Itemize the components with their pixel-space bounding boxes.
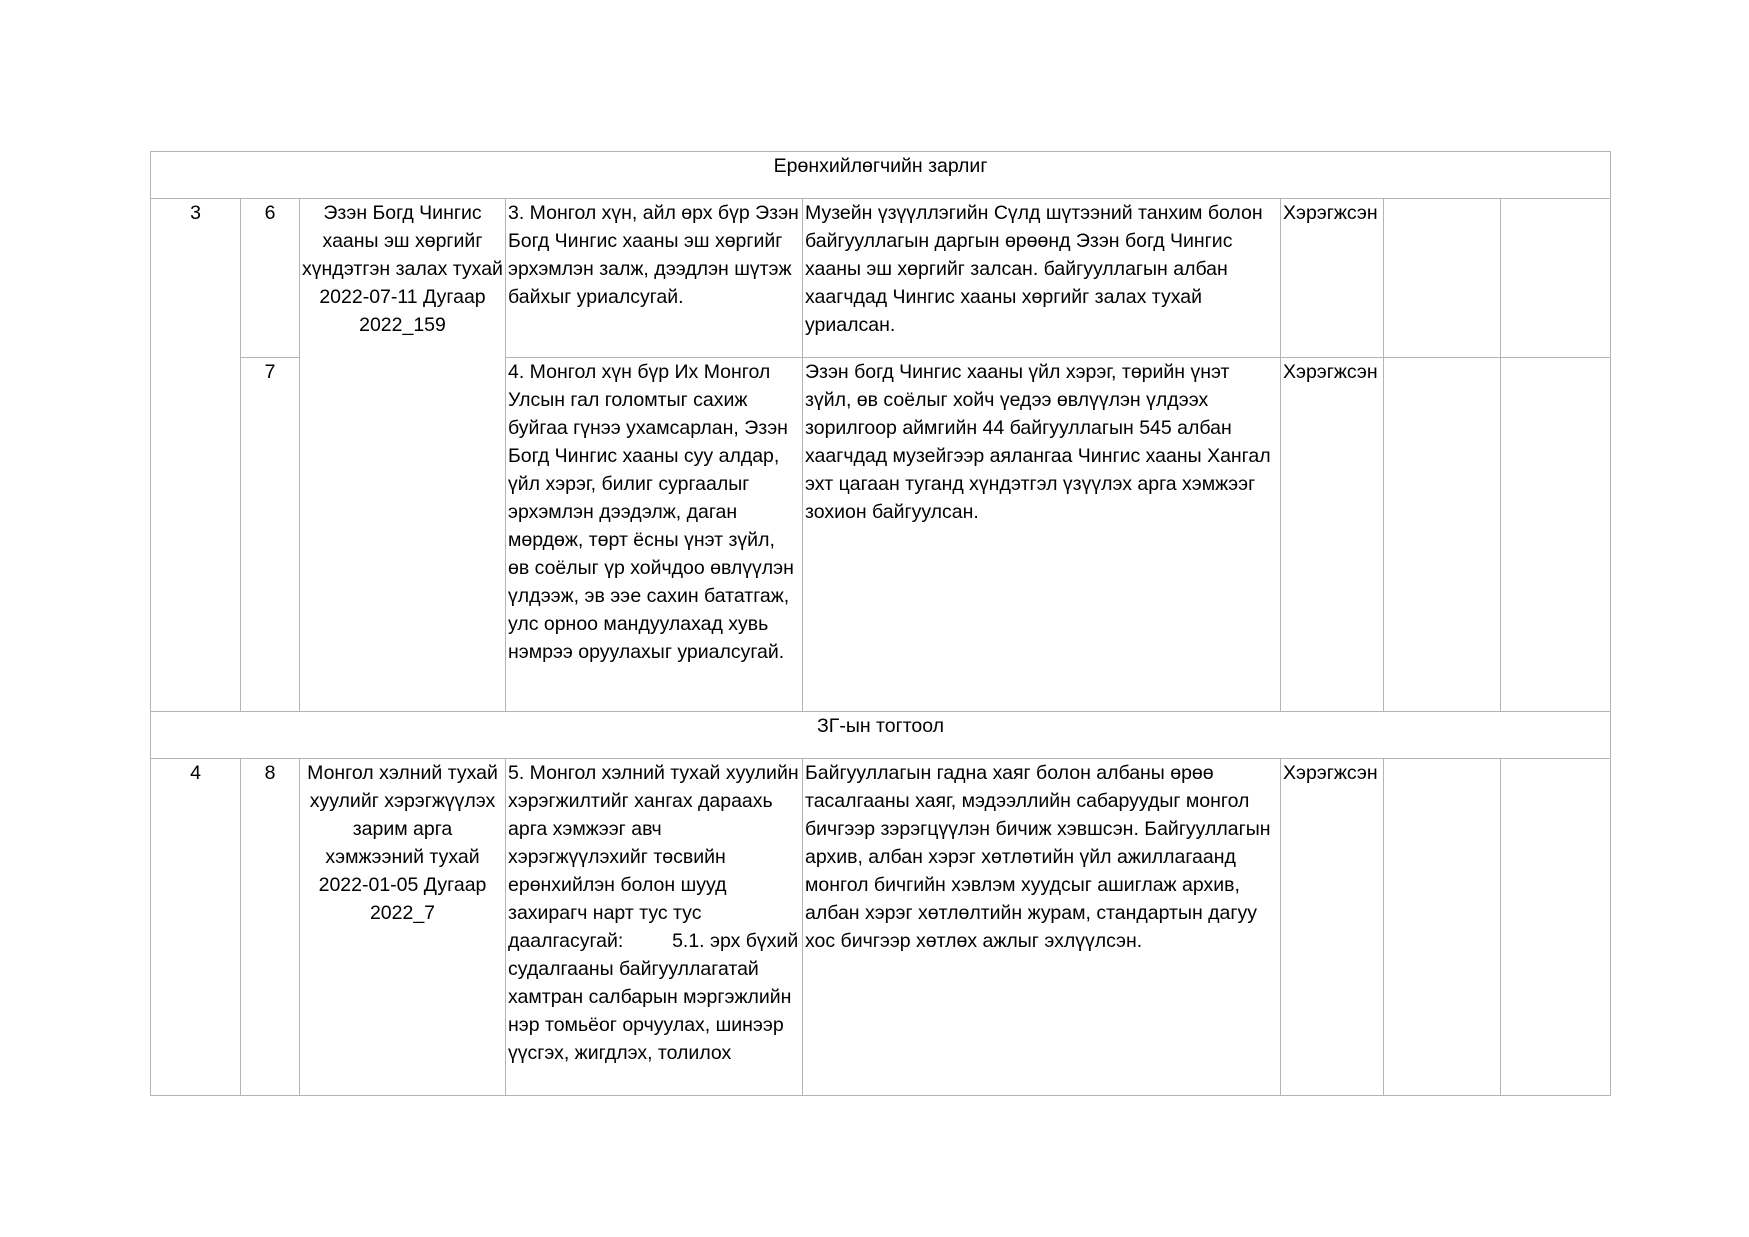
- row-number: 6: [241, 199, 300, 358]
- result-text: Эзэн богд Чингис хааны үйл хэрэг, төрийн үнэт зүйл, өв соёлыг хойч үедээ өвлүүлэн үлдээх зорилгоор аймгийн 44 байгууллагын 545 албан хаагчдад музейгээр аялангаа Чингис хааны Хангал эхт цагаан туганд хүндэтгэл үзүүлэх арга хэмжээг зохион байгуулсан.: [803, 358, 1281, 712]
- result-text: Байгууллагын гадна хаяг болон албаны өрөө тасалгааны хаяг, мэдээллийн сабаруудыг монгол бичгээр зэрэгцүүлэн бичиж хэвшсэн. Байгууллагын архив, албан хэрэг хөтлөтийн үйл ажиллагаанд монгол бичгийн хэвлэм хуудсыг ашиглаж архив, албан хэрэг хөтлөлтийн журам, стандартын дагуу хос бичгээр хөтлөх ажлыг эхлүүлсэн.: [803, 759, 1281, 1096]
- task-text: 4. Монгол хүн бүр Их Монгол Улсын гал голомтыг сахиж буйгаа гүнээ ухамсарлан, Эзэн Богд Чингис хааны суу алдар, үйл хэрэг, билиг сургаалыг эрхэмлэн дээдэлж, даган мөрдөж, төрт ёсны үнэт зүйл, өв соёлыг үр хойчдоо өвлүүлэн үлдээж, эв ээе сахин бататгаж, улс орноо мандуулахад хувь нэмрээ оруулахыг уриалсугай.: [506, 358, 803, 712]
- section-header-row: [151, 152, 1611, 199]
- section-header: Ерөнхийлөгчийн зарлиг: [151, 152, 1611, 199]
- group-number: 3: [151, 199, 241, 712]
- decree-title: Эзэн Богд Чингис хааны эш хөргийг хүндэтгэн залах тухай 2022-07-11 Дугаар 2022_159: [300, 199, 506, 712]
- report-table: [150, 151, 1611, 1096]
- result-text: Музейн үзүүллэгийн Сүлд шүтээний танхим болон байгууллагын даргын өрөөнд Эзэн богд Чингис хааны эш хөргийг залсан. байгууллагын албан хаагчдад Чингис хааны хөргийг залах тухай уриалсан.: [803, 199, 1281, 358]
- empty-cell: [1384, 199, 1501, 358]
- table-row: [151, 199, 1611, 358]
- status-text: Хэрэгжсэн: [1281, 199, 1384, 358]
- table-row: [151, 759, 1611, 1096]
- group-number: 4: [151, 759, 241, 1096]
- status-text: Хэрэгжсэн: [1281, 759, 1384, 1096]
- status-text: Хэрэгжсэн: [1281, 358, 1384, 712]
- empty-cell: [1501, 358, 1611, 712]
- empty-cell: [1501, 199, 1611, 358]
- decree-title: Монгол хэлний тухай хуулийг хэрэгжүүлэх зарим арга хэмжээний тухай 2022-01-05 Дугаар 2022_7: [300, 759, 506, 1096]
- row-number: 7: [241, 358, 300, 712]
- section-header: ЗГ-ын тогтоол: [151, 712, 1611, 759]
- empty-cell: [1501, 759, 1611, 1096]
- section-header-row: [151, 712, 1611, 759]
- empty-cell: [1384, 358, 1501, 712]
- task-text: 3. Монгол хүн, айл өрх бүр Эзэн Богд Чингис хааны эш хөргийг эрхэмлэн залж, дээдлэн шүтэж байхыг уриалсугай.: [506, 199, 803, 358]
- empty-cell: [1384, 759, 1501, 1096]
- task-text: 5. Монгол хэлний тухай хуулийн хэрэгжилтийг хангах дараахь арга хэмжээг авч хэрэгжүүлэхийг төсвийн ерөнхийлэн болон шууд захирагч нарт тус тус даалгасугай: 5.1. эрх бүхий судалгааны байгууллагатай хамтран салбарын мэргэжлийн нэр томьёог орчуулах, шинээр үүсгэх, жигдлэх, толилох: [506, 759, 803, 1096]
- row-number: 8: [241, 759, 300, 1096]
